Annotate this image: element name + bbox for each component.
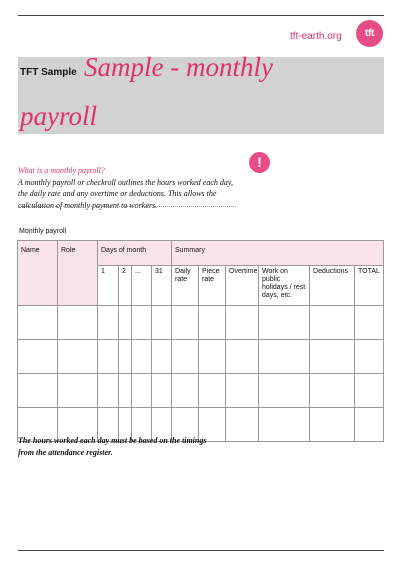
col-name: Name <box>18 241 58 306</box>
info-question: What is a monthly payroll? <box>18 166 105 175</box>
col-deductions: Deductions <box>310 266 355 306</box>
table-cell[interactable] <box>199 374 226 408</box>
table-header-row <box>18 241 384 266</box>
col-days-of-month: Days of month <box>98 241 172 266</box>
table-cell[interactable] <box>152 374 172 408</box>
table-cell[interactable] <box>18 306 58 340</box>
table-cell[interactable] <box>310 408 355 442</box>
top-rule <box>18 15 384 16</box>
table-cell[interactable] <box>310 374 355 408</box>
table-cell[interactable] <box>58 306 98 340</box>
table-cell[interactable] <box>199 340 226 374</box>
table-cell[interactable] <box>119 306 132 340</box>
title-banner <box>18 52 384 134</box>
banner-small-title: TFT Sample <box>20 67 77 78</box>
payroll-table <box>17 240 384 442</box>
table-cell[interactable] <box>355 408 384 442</box>
footnote-line-1: The hours worked each day must be based on the timings <box>18 436 207 445</box>
table-cell[interactable] <box>226 374 259 408</box>
info-block <box>18 165 240 211</box>
banner-title-line-2: payroll <box>20 101 97 131</box>
exclamation-circle-icon: ! <box>249 152 270 173</box>
site-link[interactable]: tft-earth.org <box>290 31 342 42</box>
table-cell[interactable] <box>152 340 172 374</box>
table-cell[interactable] <box>172 306 199 340</box>
table-cell[interactable] <box>355 340 384 374</box>
table-row <box>18 340 384 374</box>
table-cell[interactable] <box>172 374 199 408</box>
col-summary: Summary <box>172 241 384 266</box>
col-overtime: Overtime <box>226 266 259 306</box>
banner-title-line-1: Sample - monthly <box>84 52 273 82</box>
table-cell[interactable] <box>18 374 58 408</box>
tft-logo: tft <box>356 20 383 47</box>
col-day-ellipsis: ... <box>132 266 152 306</box>
table-cell[interactable] <box>226 306 259 340</box>
table-cell[interactable] <box>132 374 152 408</box>
table-cell[interactable] <box>18 340 58 374</box>
footnote-line-2: from the attendance register. <box>18 447 113 457</box>
info-body: A monthly payroll or checkroll outlines the hours worked each day, the daily rate and any overtime or deductions. This allows the calculation of monthly payment to workers. <box>18 177 233 210</box>
table-cell[interactable] <box>98 340 119 374</box>
col-daily-rate: Daily rate <box>172 266 199 306</box>
table-cell[interactable] <box>355 374 384 408</box>
table-cell[interactable] <box>98 306 119 340</box>
table-cell[interactable] <box>119 340 132 374</box>
table-cell[interactable] <box>98 374 119 408</box>
col-piece-rate: Piece rate <box>199 266 226 306</box>
table-cell[interactable] <box>132 340 152 374</box>
col-public-holidays: Work on public holidays / rest days, etc. <box>259 266 310 306</box>
table-cell[interactable] <box>58 340 98 374</box>
table-cell[interactable] <box>310 306 355 340</box>
table-cell[interactable] <box>119 374 132 408</box>
table-cell[interactable] <box>259 374 310 408</box>
table-cell[interactable] <box>259 340 310 374</box>
table-cell[interactable] <box>58 374 98 408</box>
table-cell[interactable] <box>132 306 152 340</box>
table-cell[interactable] <box>172 340 199 374</box>
table-cell[interactable] <box>259 306 310 340</box>
bottom-rule <box>18 550 384 551</box>
table-row <box>18 306 384 340</box>
table-cell[interactable] <box>152 306 172 340</box>
table-label: Monthly payroll <box>19 228 67 235</box>
table-cell[interactable] <box>310 340 355 374</box>
table-cell[interactable] <box>259 408 310 442</box>
table-cell[interactable] <box>355 306 384 340</box>
table-cell[interactable] <box>199 306 226 340</box>
footnote <box>18 435 206 458</box>
col-day-2: 2 <box>119 266 132 306</box>
table-cell[interactable] <box>226 408 259 442</box>
table-row <box>18 374 384 408</box>
table-cell[interactable] <box>226 340 259 374</box>
col-total: TOTAL <box>355 266 384 306</box>
dotted-divider <box>18 206 236 207</box>
col-role: Role <box>58 241 98 306</box>
col-day-1: 1 <box>98 266 119 306</box>
col-day-31: 31 <box>152 266 172 306</box>
